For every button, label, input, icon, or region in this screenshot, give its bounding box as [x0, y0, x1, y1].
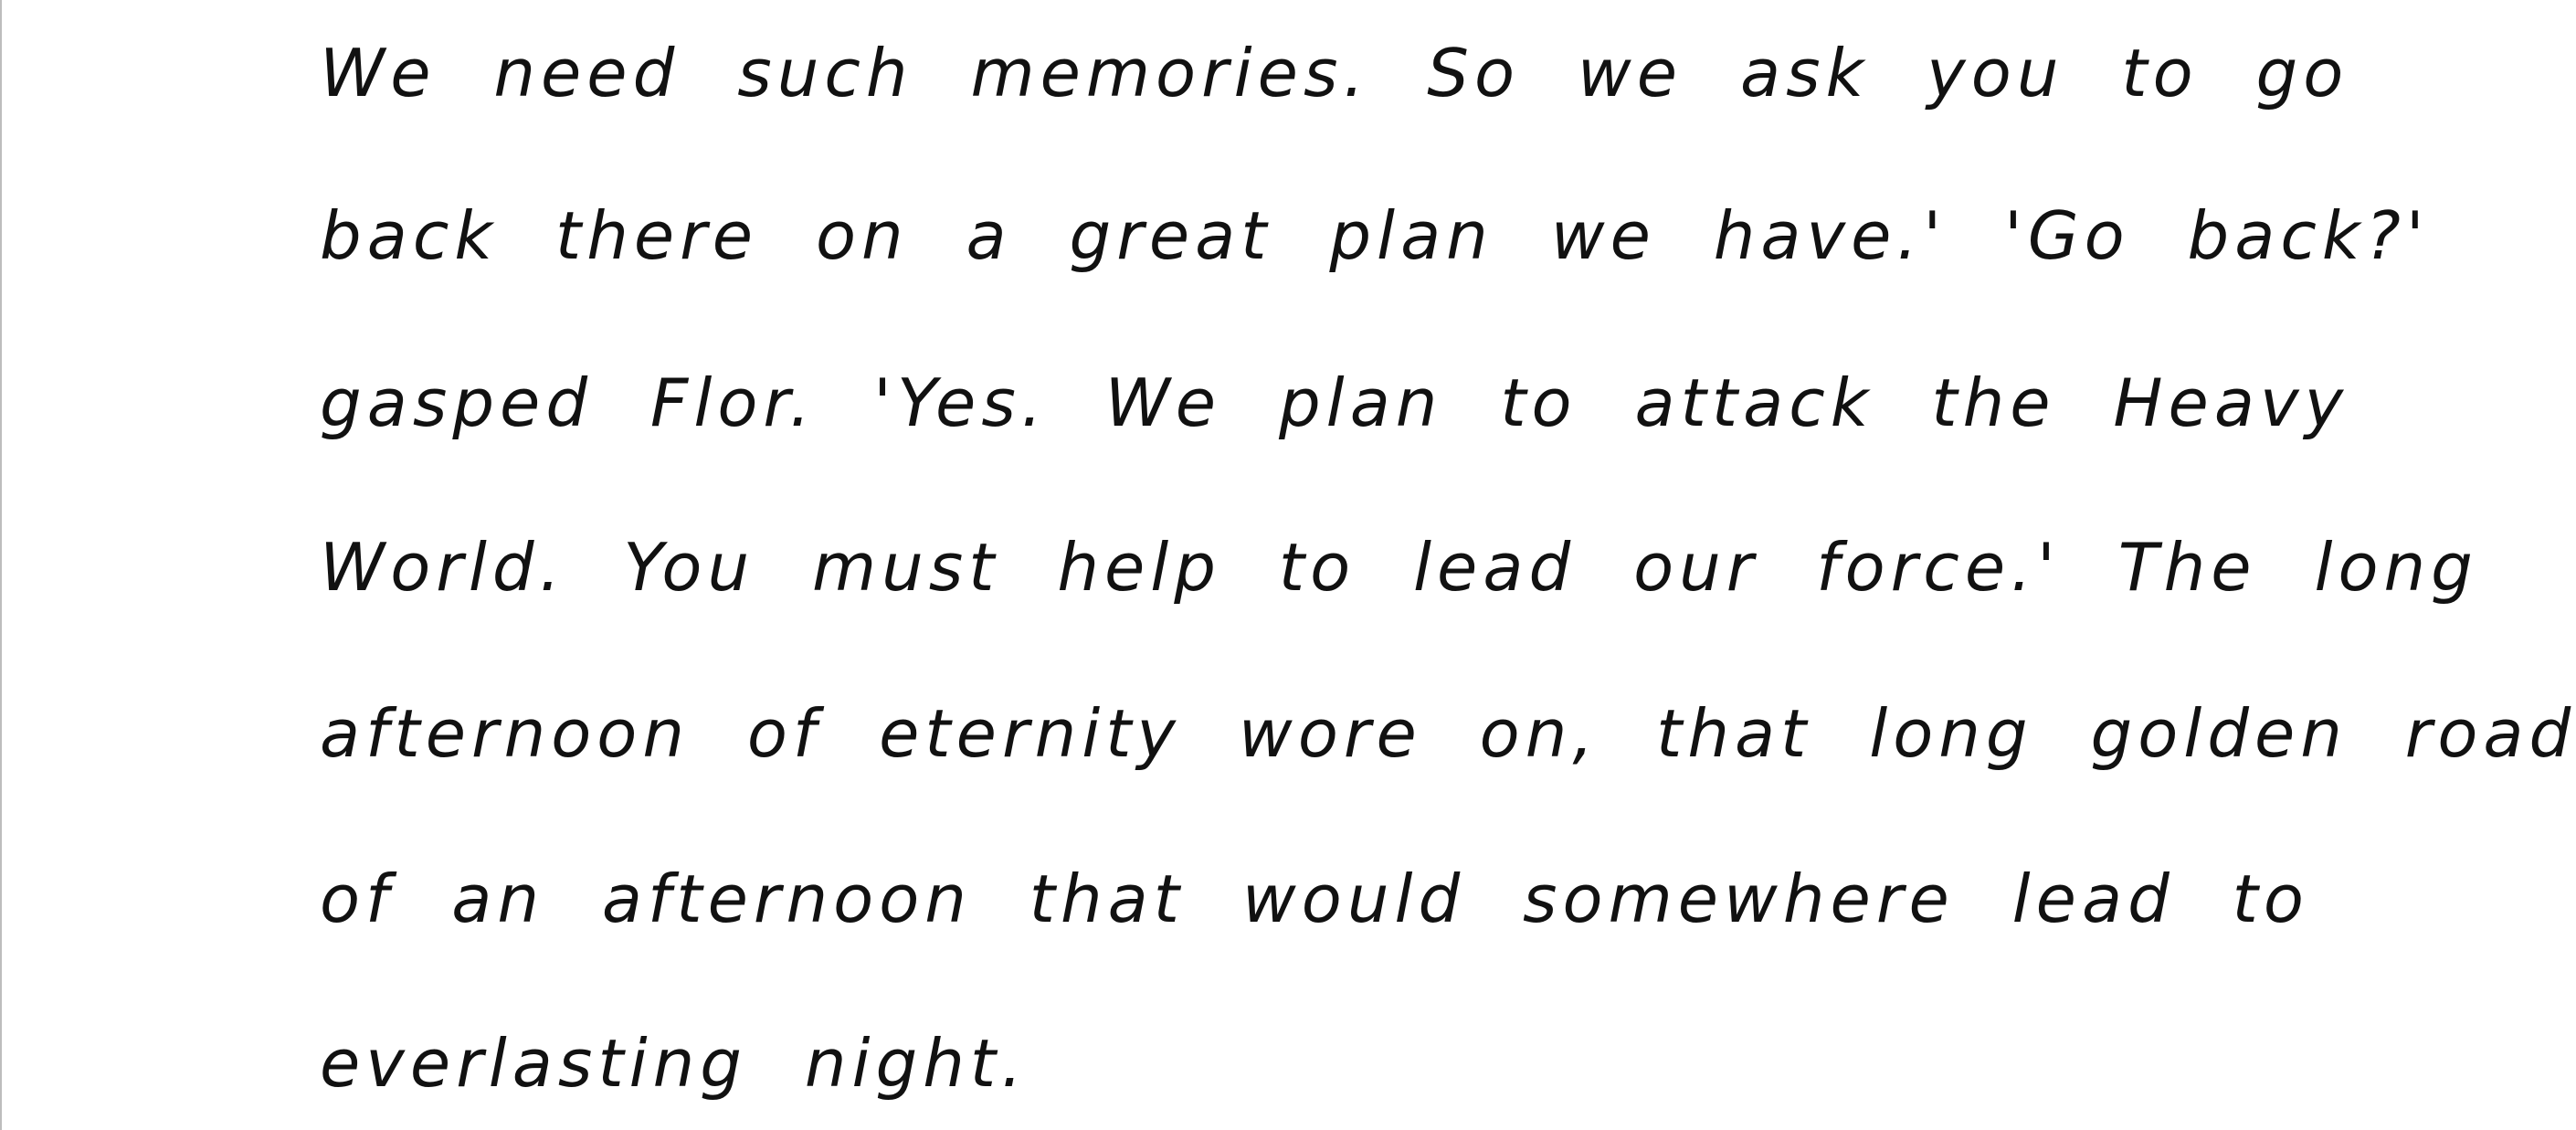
- handwritten-line-6: of an afternoon that would somewhere lead to: [320, 861, 2309, 937]
- handwritten-line-5: afternoon of eternity wore on, that long golden road: [320, 695, 2576, 772]
- handwritten-line-1: We need such memories. So we ask you to go: [320, 35, 2349, 111]
- handwritten-line-2: back there on a great plan we have.' 'Go back?': [320, 197, 2430, 274]
- handwritten-line-7: everlasting night.: [320, 1025, 1028, 1102]
- handwritten-line-3: gasped Flor. 'Yes. We plan to attack the Heavy: [320, 364, 2349, 441]
- handwritten-line-4: World. You must help to lead our force.' The long: [320, 529, 2478, 606]
- page-left-edge: [0, 0, 2, 1130]
